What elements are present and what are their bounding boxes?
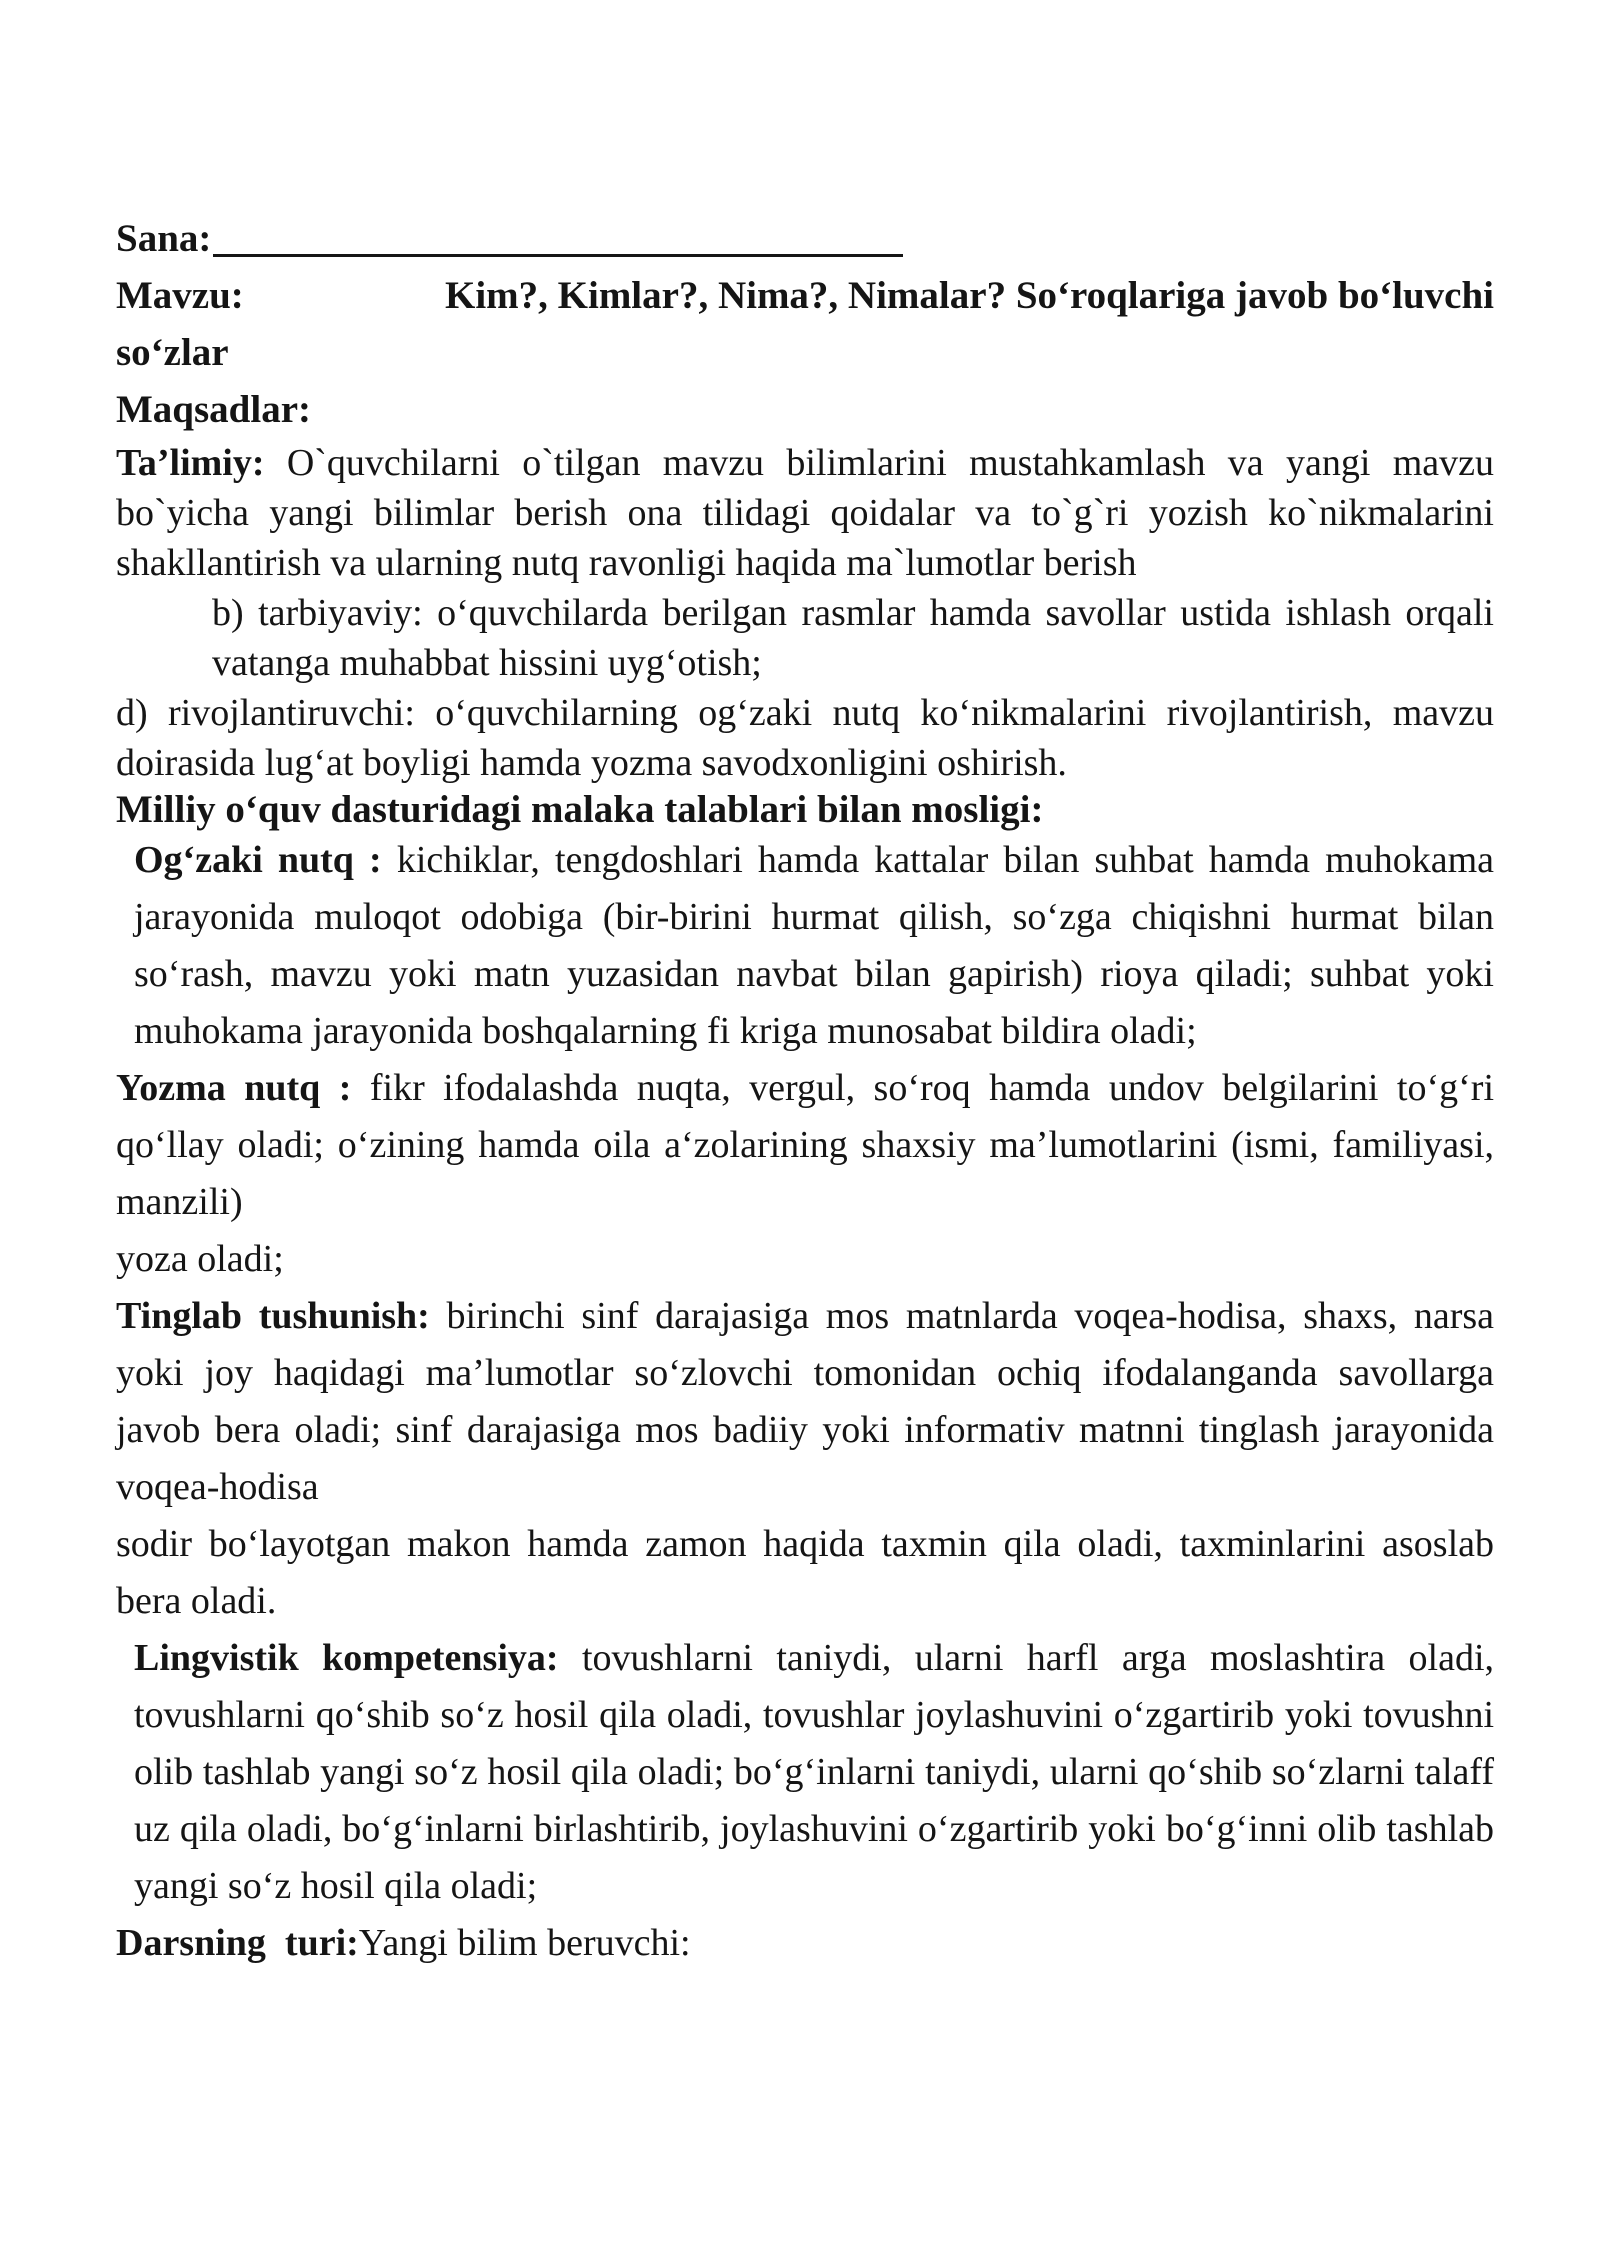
rivojlantiruvchi-paragraph [116, 688, 1494, 788]
sana-row [116, 210, 1494, 267]
yozma-label: Yozma nutq : [116, 1067, 352, 1109]
tinglab-label: Tinglab tushunish: [116, 1295, 430, 1337]
ogzaki-paragraph [116, 832, 1494, 1060]
talimiy-paragraph [116, 438, 1494, 588]
mavzu-text-continuation: so‘zlar [116, 331, 229, 374]
darsning-label: Darsning turi: [116, 1922, 359, 1964]
milliy-heading: Milliy o‘quv dasturidagi malaka talablari bilan mosligi: [116, 788, 1044, 831]
yozma-continuation: yoza oladi; [116, 1238, 284, 1280]
lingvistik-paragraph [116, 1630, 1494, 1915]
tarbiyaviy-paragraph [116, 588, 1494, 688]
talimiy-label: Ta’limiy: [116, 442, 265, 484]
darsning-paragraph [116, 1915, 1494, 1972]
sana-label: Sana: [116, 217, 212, 260]
talimiy-text: O`quvchilarni o`tilgan mavzu bilimlarini mustahkamlash va yangi mavzu bo`yicha yangi bilimlar berish ona tilidagi qoidalar va to`g`ri yozish ko`nikmalarini shakllantirish va ularning nutq ravonligi haqida ma`lumotlar berish [116, 442, 1494, 584]
tinglab-paragraph [116, 1288, 1494, 1516]
lingvistik-text: tovushlarni taniydi, ularni harfl arga moslashtira oladi, tovushlarni qo‘shib so‘z hosil qila oladi, tovushlar joylashuvini o‘zgartirib yoki tovushni olib tashlab yangi so‘z hosil qila oladi; bo‘g‘inlarni taniydi, ularni qo‘shib so‘zlarni talaff uz qila oladi, bo‘g‘inlarni birlashtirib, joylashuvini o‘zgartirib yoki bo‘g‘inni olib tashlab yangi so‘z hosil qila oladi; [134, 1637, 1495, 1907]
maqsadlar-heading: Maqsadlar: [116, 388, 311, 431]
lesson-plan-page [116, 210, 1494, 1972]
yozma-text: fikr ifodalashda nuqta, vergul, so‘roq hamda undov belgilarini to‘g‘ri qo‘llay oladi; o‘zining hamda oila a‘zolarining shaxsiy ma’lumotlarini (ismi, familiyasi, manzili) [116, 1067, 1495, 1223]
rivojlantiruvchi-text: d) rivojlantiruvchi: o‘quvchilarning og‘zaki nutq ko‘nikmalarini rivojlantirish, mavzu doirasida lug‘at boyligi hamda yozma savodxonligini oshirish. [116, 692, 1494, 784]
sana-blank-line [213, 214, 903, 257]
tinglab-continuation: sodir bo‘layotgan makon hamda zamon haqida taxmin qila oladi, taxminlarini asoslab bera oladi. [116, 1523, 1494, 1622]
tinglab-text: birinchi sinf darajasiga mos matnlarda voqea-hodisa, shaxs, narsa yoki joy haqidagi ma’lumotlar so‘zlovchi tomonidan ochiq ifodalanganda savollarga javob bera oladi; sinf darajasiga mos badiiy yoki informativ matnni tinglash jarayonida voqea-hodisa [116, 1295, 1495, 1508]
mavzu-label: Mavzu: [116, 274, 244, 317]
mavzu-row [116, 267, 1494, 324]
yozma-paragraph [116, 1060, 1494, 1231]
mavzu-text: Kim?, Kimlar?, Nima?, Nimalar? So‘roqlariga javob bo‘luvchi [444, 274, 1494, 317]
ogzaki-label: Og‘zaki nutq : [134, 839, 382, 881]
ogzaki-text: kichiklar, tengdoshlari hamda kattalar bilan suhbat hamda muhokama jarayonida muloqot odobiga (bir-birini hurmat qilish, so‘zga chiqishni hurmat bilan so‘rash, mavzu yoki matn yuzasidan navbat bilan gapirish) rioya qiladi; suhbat yoki muhokama jarayonida boshqalarning fi kriga munosabat bildira oladi; [134, 839, 1494, 1052]
lingvistik-label: Lingvistik kompetensiya: [134, 1637, 559, 1679]
tarbiyaviy-text: b) tarbiyaviy: o‘quvchilarda berilgan rasmlar hamda savollar ustida ishlash orqali vatanga muhabbat hissini uyg‘otish; [212, 592, 1494, 684]
darsning-text: Yangi bilim beruvchi: [358, 1922, 691, 1964]
